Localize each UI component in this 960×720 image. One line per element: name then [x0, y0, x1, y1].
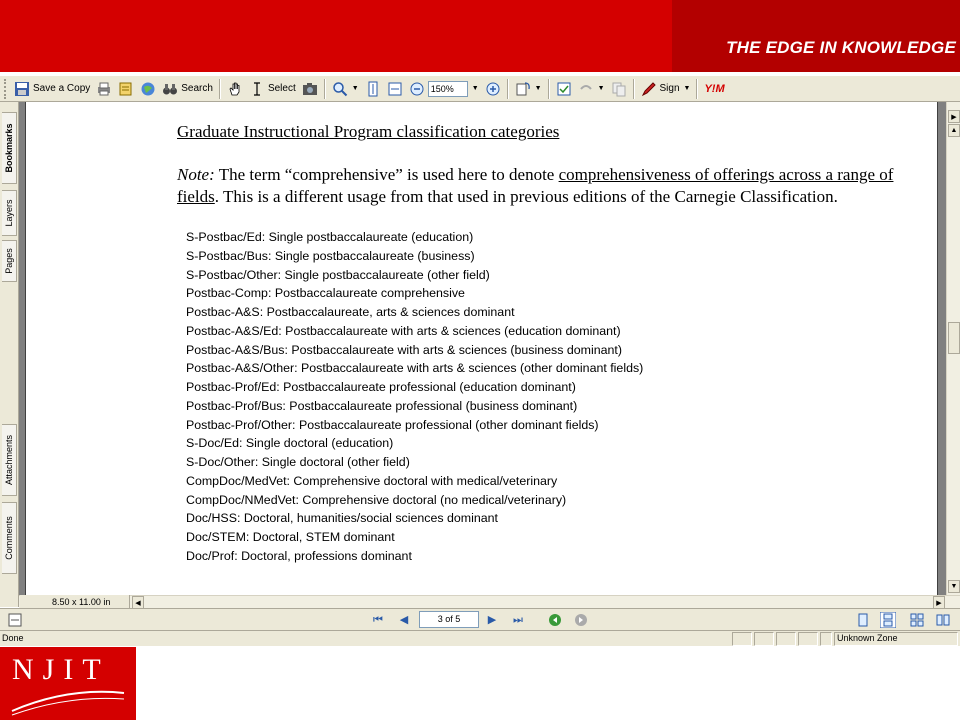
scroll-left-icon[interactable]: ◀ — [132, 596, 144, 609]
toolbar-separator — [324, 79, 326, 99]
tab-pages[interactable] — [2, 240, 17, 282]
horizontal-scrollbar[interactable] — [19, 595, 960, 608]
hand-icon — [227, 81, 243, 97]
undo-icon — [578, 81, 594, 97]
page-number-field[interactable]: 3 of 5 — [419, 611, 479, 628]
fit-page-button[interactable] — [362, 78, 384, 100]
list-item: Doc/HSS: Doctoral, humanities/social sciences dominant — [186, 511, 498, 526]
document-stack-icon — [118, 81, 134, 97]
logo-swoosh-icon — [10, 687, 126, 717]
list-item: Postbac-Prof/Bus: Postbaccalaureate professional (business dominant) — [186, 398, 578, 413]
note-text-part2: . This is a different usage from that used in previous editions of the Carnegie Classification. — [214, 187, 838, 206]
list-item: Doc/Prof: Doctoral, professions dominant — [186, 548, 412, 563]
select-tool-button[interactable] — [246, 78, 299, 100]
tab-attachments[interactable] — [2, 424, 17, 496]
magnifier-icon — [332, 81, 348, 97]
fit-width-button[interactable] — [384, 78, 406, 100]
list-item: CompDoc/NMedVet: Comprehensive doctoral (no medical/veterinary) — [186, 492, 567, 507]
zoom-tool-button[interactable] — [329, 78, 362, 100]
scroll-up-icon[interactable]: ▲ — [948, 124, 960, 137]
floppy-disk-icon — [14, 81, 30, 97]
list-item: CompDoc/MedVet: Comprehensive doctoral with medical/veterinary — [186, 473, 558, 488]
print-button[interactable] — [93, 78, 115, 100]
save-copy-label: Save a Copy — [33, 83, 91, 94]
facing-pages-icon[interactable] — [910, 613, 924, 627]
zoom-in-button[interactable] — [482, 78, 504, 100]
toolbar-grip[interactable] — [4, 79, 8, 99]
printer-icon — [96, 81, 112, 97]
note-text-part1: The term “comprehensive” is used here to denote — [214, 165, 559, 184]
tagline: THE EDGE IN KNOWLEDGE — [726, 38, 956, 57]
status-cell — [820, 632, 832, 646]
zoom-level-input[interactable] — [428, 81, 468, 97]
header-banner-accent — [672, 0, 960, 72]
document-note — [177, 164, 907, 208]
web-button[interactable] — [137, 78, 159, 100]
toolbar-separator — [507, 79, 509, 99]
search-label: Search — [181, 83, 213, 94]
single-page-icon[interactable] — [856, 613, 870, 627]
save-copy-button[interactable] — [11, 78, 93, 100]
category-list — [186, 228, 643, 566]
continuous-facing-icon[interactable] — [936, 613, 950, 627]
chevron-down-icon: ▼ — [351, 85, 359, 92]
zoom-out-button[interactable] — [406, 78, 428, 100]
email-button[interactable] — [115, 78, 137, 100]
list-item: S-Doc/Ed: Single doctoral (education) — [186, 436, 394, 451]
rotate-view-button[interactable] — [512, 78, 545, 100]
tab-pages-label: Pages — [4, 248, 14, 274]
back-arrow-icon[interactable] — [548, 613, 562, 627]
minus-circle-icon — [409, 81, 425, 97]
camera-icon — [302, 81, 318, 97]
status-cell — [732, 632, 752, 646]
page-title: Graduate Instructional Program classification categories — [177, 122, 560, 141]
pen-icon — [641, 81, 657, 97]
list-item: S-Postbac/Other: Single postbaccalaureate (other field) — [186, 267, 490, 282]
tab-bookmarks-label: Bookmarks — [4, 123, 14, 173]
status-bar — [0, 630, 960, 646]
chevron-down-icon: ▼ — [683, 85, 691, 92]
list-item: Postbac-A&S/Other: Postbaccalaureate with arts & sciences (other dominant fields) — [186, 361, 644, 376]
page-navigation-bar — [0, 608, 960, 630]
text-cursor-icon — [249, 81, 265, 97]
list-item: Postbac-A&S: Postbaccalaureate, arts & sciences dominant — [186, 305, 515, 319]
toolbar-separator — [633, 79, 635, 99]
list-item: S-Postbac/Ed: Single postbaccalaureate (education) — [186, 230, 474, 244]
search-button[interactable] — [159, 78, 216, 100]
acrobat-toolbar — [0, 75, 960, 102]
vertical-scroll-thumb[interactable] — [948, 322, 960, 354]
first-page-icon[interactable]: ⏮ — [373, 614, 383, 626]
tab-comments-label: Comments — [4, 516, 14, 560]
zoom-dropdown[interactable] — [468, 78, 482, 100]
rotate-page-icon — [515, 81, 531, 97]
sign-label: Sign — [659, 83, 680, 94]
scroll-right-icon[interactable]: ▶ — [933, 596, 945, 609]
binoculars-icon — [162, 81, 178, 97]
page-size-label: 8.50 x 11.00 in — [52, 596, 111, 607]
chevron-down-icon: ▼ — [597, 85, 605, 92]
status-cell — [776, 632, 796, 646]
next-page-icon[interactable]: ▶ — [487, 614, 497, 626]
forward-arrow-icon[interactable] — [574, 613, 588, 627]
scroll-down-icon[interactable]: ▼ — [948, 580, 960, 593]
list-item: Postbac-A&S/Ed: Postbaccalaureate with arts & sciences (education dominant) — [186, 323, 621, 338]
security-zone-label: Unknown Zone — [837, 633, 898, 643]
list-item: Doc/STEM: Doctoral, STEM dominant — [186, 530, 395, 544]
status-cell — [798, 632, 818, 646]
navigation-pane-tabs — [0, 102, 19, 607]
list-item: Postbac-Prof/Ed: Postbaccalaureate professional (education dominant) — [186, 380, 576, 394]
list-item: S-Postbac/Bus: Single postbaccalaureate (business) — [186, 248, 475, 263]
plus-circle-icon — [485, 81, 501, 97]
toolbar-separator — [548, 79, 550, 99]
review-button[interactable] — [553, 78, 575, 100]
checklist-icon — [556, 81, 572, 97]
copy-button[interactable] — [608, 78, 630, 100]
vertical-scrollbar[interactable] — [946, 102, 960, 595]
undo-button[interactable] — [575, 78, 608, 100]
tab-comments[interactable] — [2, 502, 17, 574]
fit-width-icon — [387, 81, 403, 97]
tab-bookmarks[interactable] — [2, 112, 17, 184]
snapshot-button[interactable] — [299, 78, 321, 100]
list-item: Postbac-Comp: Postbaccalaureate comprehensive — [186, 286, 465, 301]
sign-button[interactable] — [638, 78, 694, 100]
logo-text: NJIT — [12, 653, 110, 686]
continuous-page-icon[interactable] — [880, 612, 896, 628]
last-page-icon[interactable]: ⏭ — [513, 614, 523, 626]
hand-tool-button[interactable] — [224, 78, 246, 100]
status-cell — [754, 632, 774, 646]
note-underlined: comprehensiveness of offerings across a range of fields — [177, 165, 894, 206]
ym-label: Y!M — [704, 82, 725, 95]
chevron-down-icon: ▼ — [534, 85, 542, 92]
tab-layers[interactable] — [2, 190, 17, 236]
yahoo-messenger-button[interactable] — [701, 78, 727, 100]
status-text: Done — [2, 633, 24, 643]
select-label: Select — [267, 83, 296, 94]
list-item: Postbac-Prof/Other: Postbaccalaureate professional (other dominant fields) — [186, 417, 599, 432]
list-item: S-Doc/Other: Single doctoral (other field) — [186, 455, 410, 469]
tab-attachments-label: Attachments — [4, 434, 14, 486]
list-item: Postbac-A&S/Bus: Postbaccalaureate with arts & sciences (business dominant) — [186, 342, 622, 357]
document-icon[interactable] — [8, 613, 22, 627]
globe-icon — [140, 81, 156, 97]
fit-page-icon — [365, 81, 381, 97]
chevron-down-icon: ▼ — [471, 85, 479, 92]
toolbar-separator — [696, 79, 698, 99]
page-size-readout — [20, 595, 130, 608]
toolbar-separator — [219, 79, 221, 99]
scroll-right-icon[interactable]: ▶ — [948, 110, 960, 123]
previous-page-icon[interactable]: ◀ — [399, 614, 409, 626]
njit-logo — [0, 647, 136, 720]
security-zone — [834, 632, 958, 646]
note-label: Note: — [177, 165, 215, 184]
tab-layers-label: Layers — [4, 199, 14, 227]
copy-icon — [611, 81, 627, 97]
